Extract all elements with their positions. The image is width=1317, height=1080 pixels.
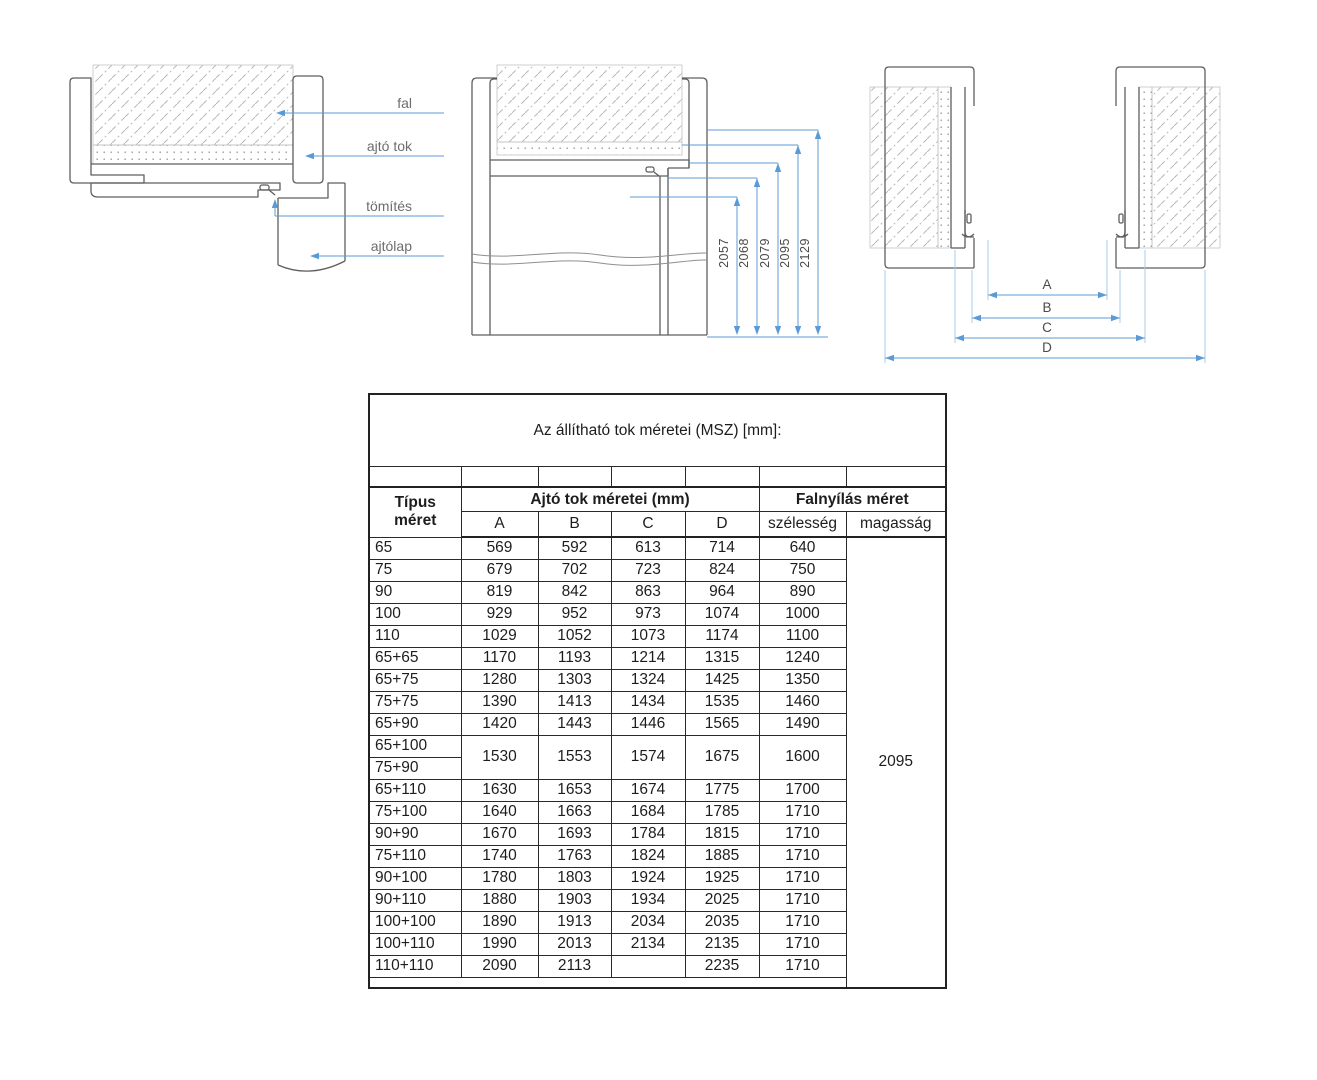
cell-b: 1693	[538, 823, 611, 845]
width-dim-b: B	[1042, 300, 1052, 315]
cell-d: 1425	[685, 669, 759, 691]
group-header-row	[369, 487, 946, 512]
cell-magassag: 2095	[846, 537, 946, 988]
cell-sz: 1710	[759, 933, 846, 955]
cell-sz: 750	[759, 559, 846, 581]
width-dim-d: D	[1042, 340, 1052, 355]
cell-c: 1446	[611, 713, 685, 735]
cell-sz: 1710	[759, 823, 846, 845]
cell-tipus: 90+110	[369, 889, 461, 911]
cell-tipus: 75	[369, 559, 461, 581]
frame-height-dimensions-diagram	[460, 48, 845, 348]
arrow-up-icon	[775, 163, 781, 172]
cell-d: 1775	[685, 779, 759, 801]
cell-b: 1653	[538, 779, 611, 801]
header-col-szelesseg: szélesség	[759, 512, 846, 538]
height-dim-2057: 2057	[717, 238, 731, 268]
cell-c: 2134	[611, 933, 685, 955]
cell-c: 613	[611, 537, 685, 559]
cell-b: 702	[538, 559, 611, 581]
table-row	[369, 537, 946, 559]
footer-spacer-cell	[369, 977, 846, 988]
arrow-down-icon	[754, 326, 760, 335]
cell-d: 824	[685, 559, 759, 581]
cell-sz: 1100	[759, 625, 846, 647]
cell-b: 1193	[538, 647, 611, 669]
cell-sz: 1700	[759, 779, 846, 801]
cell-d: 2235	[685, 955, 759, 977]
cell-c: 1574	[611, 735, 685, 779]
cell-b: 1803	[538, 867, 611, 889]
cell-tipus: 75+110	[369, 845, 461, 867]
arrow-down-icon	[795, 326, 801, 335]
cell-c: 1924	[611, 867, 685, 889]
cell-b: 1763	[538, 845, 611, 867]
cell-a: 819	[461, 581, 538, 603]
cell-tipus: 75+100	[369, 801, 461, 823]
cell-d: 1315	[685, 647, 759, 669]
wall-hatch	[870, 87, 1220, 248]
arrow-left-icon	[310, 253, 319, 259]
cell-c	[611, 955, 685, 977]
header-tipus-line1: Típus	[394, 494, 436, 512]
table-title-row	[369, 394, 946, 467]
cell-tipus: 65+65	[369, 647, 461, 669]
cell-d: 1785	[685, 801, 759, 823]
cell-c: 1073	[611, 625, 685, 647]
cell-c: 723	[611, 559, 685, 581]
header-col-a: A	[461, 512, 538, 538]
cell-sz: 1460	[759, 691, 846, 713]
cell-sz: 1000	[759, 603, 846, 625]
cell-b: 1443	[538, 713, 611, 735]
size-table-body	[369, 394, 946, 988]
header-frame-group: Ajtó tok méretei (mm)	[461, 487, 759, 512]
cell-a: 1630	[461, 779, 538, 801]
cell-tipus: 110+110	[369, 955, 461, 977]
cell-c: 973	[611, 603, 685, 625]
cell-sz: 1350	[759, 669, 846, 691]
cell-sz: 1240	[759, 647, 846, 669]
label-ajto-tok: ajtó tok	[366, 138, 412, 154]
label-fal: fal	[397, 95, 412, 111]
header-col-magassag: magasság	[846, 512, 946, 538]
cell-sz: 1710	[759, 911, 846, 933]
cell-b: 1052	[538, 625, 611, 647]
cell-b: 842	[538, 581, 611, 603]
cell-sz: 640	[759, 537, 846, 559]
header-tipus-line2: méret	[394, 512, 437, 530]
cell-tipus: 100+110	[369, 933, 461, 955]
arrow-up-icon	[754, 178, 760, 187]
cell-a: 1780	[461, 867, 538, 889]
table-title: Az állítható tok méretei (MSZ) [mm]:	[369, 394, 946, 467]
cell-a: 929	[461, 603, 538, 625]
cell-d: 1074	[685, 603, 759, 625]
cell-sz: 1710	[759, 955, 846, 977]
cell-b: 952	[538, 603, 611, 625]
cell-a: 569	[461, 537, 538, 559]
header-col-b: B	[538, 512, 611, 538]
cell-sz: 1710	[759, 801, 846, 823]
cell-a: 679	[461, 559, 538, 581]
cell-d: 1675	[685, 735, 759, 779]
cell-d: 1535	[685, 691, 759, 713]
cell-sz: 1710	[759, 845, 846, 867]
height-dim-2068: 2068	[737, 238, 751, 268]
cell-tipus: 100	[369, 603, 461, 625]
cell-a: 1890	[461, 911, 538, 933]
cell-a: 1670	[461, 823, 538, 845]
cell-b: 1413	[538, 691, 611, 713]
cell-a: 1029	[461, 625, 538, 647]
leader-lines	[275, 113, 444, 256]
cell-a: 1390	[461, 691, 538, 713]
header-wall-group: Falnyílás méret	[759, 487, 946, 512]
cell-a: 1420	[461, 713, 538, 735]
cell-tipus: 90+90	[369, 823, 461, 845]
cell-sz: 890	[759, 581, 846, 603]
header-tipus-meret	[369, 487, 461, 537]
cell-c: 2034	[611, 911, 685, 933]
cell-a: 1880	[461, 889, 538, 911]
arrow-down-icon	[775, 326, 781, 335]
cell-sz: 1710	[759, 889, 846, 911]
break-lines	[472, 253, 707, 265]
cell-tipus: 100+100	[369, 911, 461, 933]
cell-tipus: 65+100	[369, 735, 461, 757]
cell-b: 1303	[538, 669, 611, 691]
cell-c: 1434	[611, 691, 685, 713]
arrow-up-icon	[734, 197, 740, 206]
cell-d: 1174	[685, 625, 759, 647]
arrow-up-icon	[795, 145, 801, 154]
cell-c: 1674	[611, 779, 685, 801]
cell-b: 592	[538, 537, 611, 559]
cell-tipus: 65+110	[369, 779, 461, 801]
cell-d: 1885	[685, 845, 759, 867]
cell-d: 1815	[685, 823, 759, 845]
arrow-down-icon	[734, 326, 740, 335]
header-col-d: D	[685, 512, 759, 538]
cell-a: 1740	[461, 845, 538, 867]
cell-sz: 1600	[759, 735, 846, 779]
arrow-up-icon	[815, 130, 821, 139]
cell-b: 1553	[538, 735, 611, 779]
cell-a: 1530	[461, 735, 538, 779]
wall-hatch	[93, 65, 293, 164]
label-tomites: tömítés	[366, 198, 412, 214]
cell-d: 1565	[685, 713, 759, 735]
cell-tipus: 65+75	[369, 669, 461, 691]
cell-d: 2135	[685, 933, 759, 955]
width-dim-c: C	[1042, 320, 1052, 335]
cell-a: 1990	[461, 933, 538, 955]
cell-a: 1640	[461, 801, 538, 823]
arrow-left-icon	[305, 153, 314, 159]
cell-tipus: 75+75	[369, 691, 461, 713]
cell-d: 2025	[685, 889, 759, 911]
cell-c: 1934	[611, 889, 685, 911]
height-dim-2129: 2129	[798, 238, 812, 268]
cell-a: 2090	[461, 955, 538, 977]
arrow-down-icon	[815, 326, 821, 335]
cell-d: 714	[685, 537, 759, 559]
cell-c: 1684	[611, 801, 685, 823]
cell-sz: 1490	[759, 713, 846, 735]
cell-b: 2113	[538, 955, 611, 977]
cell-c: 1214	[611, 647, 685, 669]
size-table	[368, 393, 947, 989]
cell-c: 1784	[611, 823, 685, 845]
cell-tipus: 65	[369, 537, 461, 559]
cell-tipus: 90	[369, 581, 461, 603]
height-dim-2079: 2079	[758, 238, 772, 268]
cell-d: 1925	[685, 867, 759, 889]
wall-hatch	[497, 65, 682, 155]
cell-d: 964	[685, 581, 759, 603]
frame-width-dimensions-diagram	[862, 48, 1247, 373]
cell-tipus: 110	[369, 625, 461, 647]
cell-b: 1663	[538, 801, 611, 823]
height-dim-2095: 2095	[778, 238, 792, 268]
cell-sz: 1710	[759, 867, 846, 889]
cell-a: 1280	[461, 669, 538, 691]
cell-c: 1824	[611, 845, 685, 867]
arrow-up-icon	[272, 199, 278, 208]
cell-b: 1913	[538, 911, 611, 933]
header-col-c: C	[611, 512, 685, 538]
frame-cross-section-diagram	[60, 52, 450, 302]
cell-d: 2035	[685, 911, 759, 933]
spacer-row	[369, 467, 946, 488]
cell-b: 1903	[538, 889, 611, 911]
cell-c: 1324	[611, 669, 685, 691]
width-dim-a: A	[1042, 277, 1052, 292]
cell-b: 2013	[538, 933, 611, 955]
label-ajtolap: ajtólap	[370, 238, 412, 254]
cell-tipus: 75+90	[369, 757, 461, 779]
cell-a: 1170	[461, 647, 538, 669]
cell-c: 863	[611, 581, 685, 603]
cell-tipus: 90+100	[369, 867, 461, 889]
cell-tipus: 65+90	[369, 713, 461, 735]
